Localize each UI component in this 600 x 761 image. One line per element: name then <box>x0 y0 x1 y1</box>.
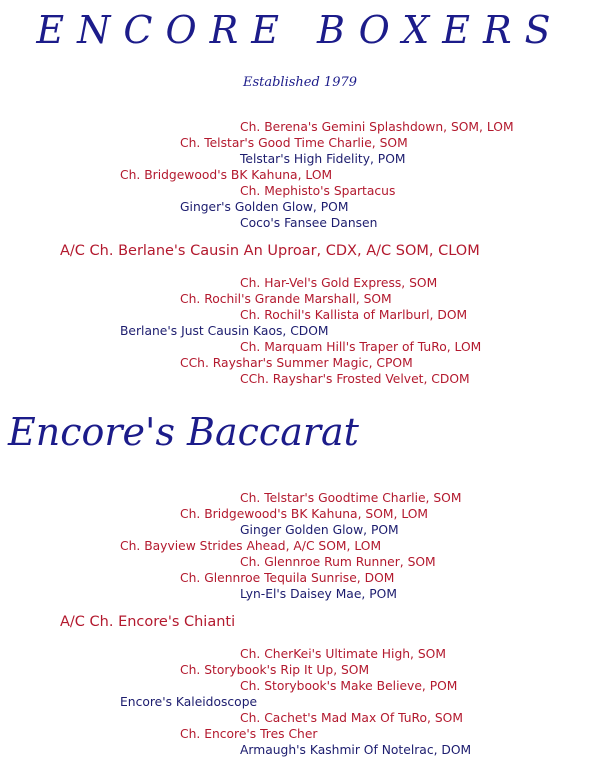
pedigree-entry: Ch. Glennroe Rum Runner, SOM <box>240 555 436 569</box>
dog-name-heading: Encore's Baccarat <box>8 410 359 454</box>
sire-name: A/C Ch. Encore's Chianti <box>60 614 236 630</box>
pedigree-entry: Ch. Marquam Hill's Traper of TuRo, LOM <box>240 340 482 354</box>
pedigree-entry: Ch. Glennroe Tequila Sunrise, DOM <box>180 571 395 585</box>
pedigree-entry: Ch. Storybook's Rip It Up, SOM <box>180 663 370 677</box>
pedigree-entry: Encore's Kaleidoscope <box>120 695 258 709</box>
pedigree-entry: CCh. Rayshar's Summer Magic, CPOM <box>180 356 413 370</box>
pedigree-entry: Ch. Cachet's Mad Max Of TuRo, SOM <box>240 711 463 725</box>
pedigree-entry: Coco's Fansee Dansen <box>240 216 378 230</box>
pedigree-entry: Ch. Encore's Tres Cher <box>180 727 318 741</box>
pedigree-entry: Ch. Telstar's Good Time Charlie, SOM <box>180 136 408 150</box>
pedigree-entry: CCh. Rayshar's Frosted Velvet, CDOM <box>240 372 470 386</box>
pedigree-entry: Ch. Har-Vel's Gold Express, SOM <box>240 276 438 290</box>
pedigree-entry: Ch. Bridgewood's BK Kahuna, SOM, LOM <box>180 507 429 521</box>
pedigree-entry: Ginger's Golden Glow, POM <box>180 200 349 214</box>
pedigree-entry: Ch. Bridgewood's BK Kahuna, LOM <box>120 168 333 182</box>
established-text: Established 1979 <box>242 75 358 90</box>
pedigree-entry: Ch. Berena's Gemini Splashdown, SOM, LOM <box>240 120 514 134</box>
pedigree-entry: Armaugh's Kashmir Of Notelrac, DOM <box>240 743 472 757</box>
pedigree-entry: Ch. Storybook's Make Believe, POM <box>240 679 458 693</box>
pedigree-entry: Ch. Telstar's Goodtime Charlie, SOM <box>240 491 462 505</box>
pedigree-entry: Ch. Bayview Strides Ahead, A/C SOM, LOM <box>120 539 382 553</box>
pedigree-entry: Berlane's Just Causin Kaos, CDOM <box>120 324 329 338</box>
pedigree-entry: Ch. Mephisto's Spartacus <box>240 184 396 198</box>
pedigree-entry: Ch. Rochil's Kallista of Marlburl, DOM <box>240 308 468 322</box>
page-title: ENCORE BOXERS <box>36 8 564 52</box>
pedigree-entry: Ch. Rochil's Grande Marshall, SOM <box>180 292 392 306</box>
pedigree-entry: Ch. CherKei's Ultimate High, SOM <box>240 647 446 661</box>
pedigree-entry: Telstar's High Fidelity, POM <box>240 152 406 166</box>
sire-name: A/C Ch. Berlane's Causin An Uproar, CDX, A/C SOM, CLOM <box>60 243 480 259</box>
pedigree-entry: Ginger Golden Glow, POM <box>240 523 399 537</box>
pedigree-entry: Lyn-El's Daisey Mae, POM <box>240 587 397 601</box>
